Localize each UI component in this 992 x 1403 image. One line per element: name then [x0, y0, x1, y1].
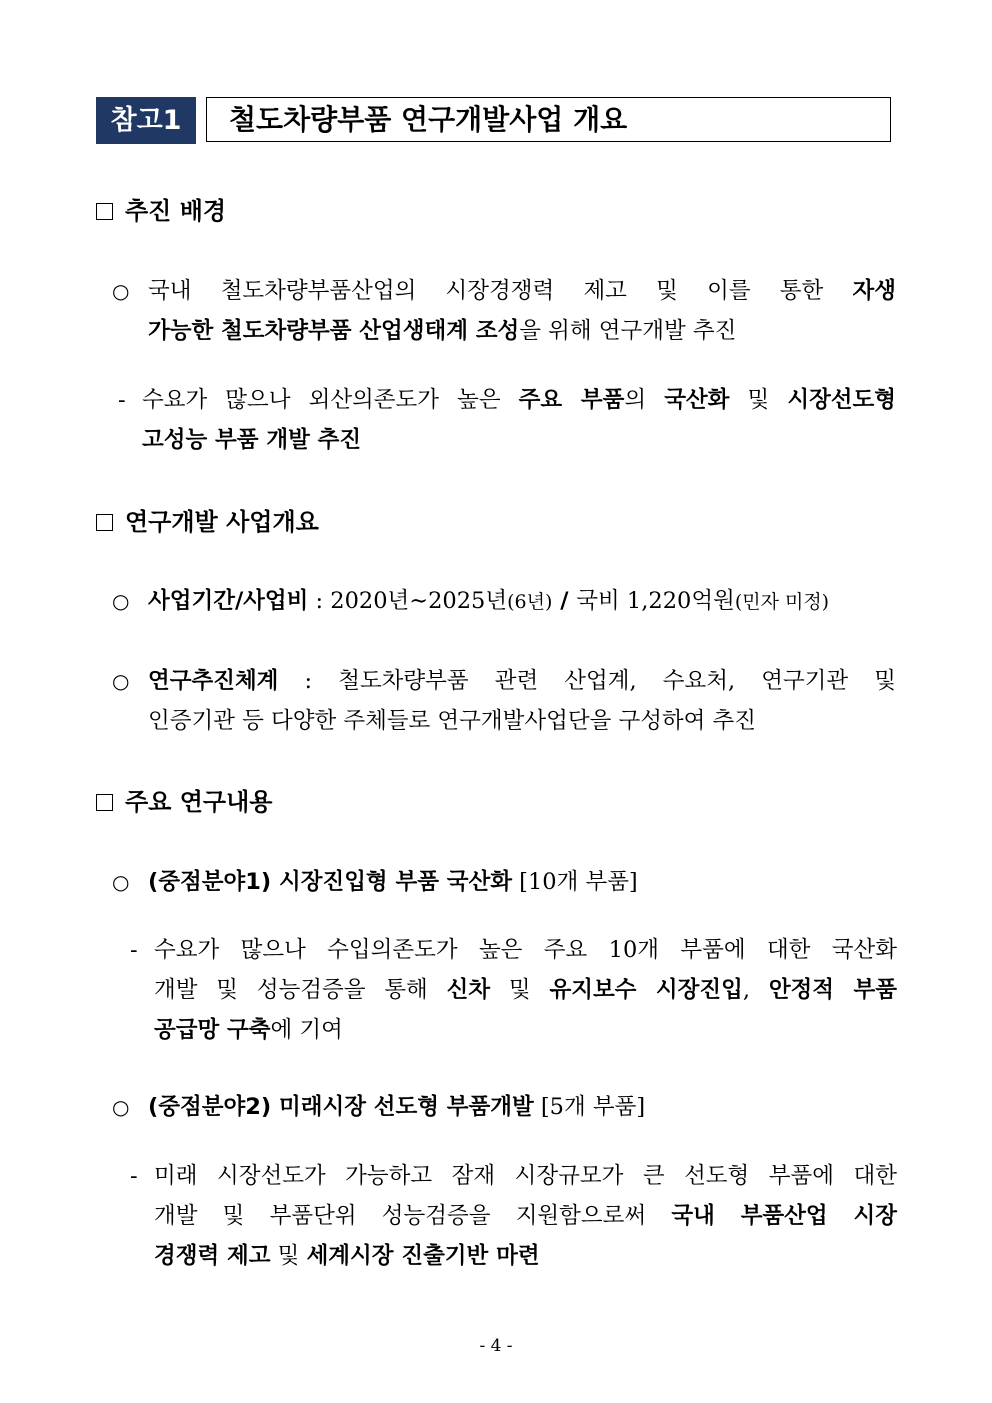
section-heading-background: 추진 배경: [96, 195, 226, 227]
bullet-line: (중점분야1) 시장진입형 부품 국산화 [10개 부품]: [148, 869, 638, 895]
bullet-line: 인증기관 등 다양한 주체들로 연구개발사업단을 구성하여 추진: [148, 708, 757, 734]
checkbox-square-icon: [96, 794, 113, 811]
page-title: 철도차량부품 연구개발사업 개요: [206, 97, 891, 142]
dash-line: 미래 시장선도가 가능하고 잠재 시장규모가 큰 선도형 부품에 대한: [154, 1163, 897, 1189]
dash-line: 경쟁력 제고 및 세계시장 진출기반 마련: [154, 1243, 540, 1269]
circle-bullet-icon: ○: [112, 589, 130, 613]
dash-line: 공급망 구축에 기여: [154, 1017, 343, 1043]
dash-marker: -: [118, 387, 126, 413]
bullet-item-period-budget: [112, 581, 896, 622]
bullet-line: 가능한 철도차량부품 산업생태계 조성을 위해 연구개발 추진: [148, 318, 737, 344]
dash-marker: -: [130, 937, 138, 963]
circle-bullet-icon: ○: [112, 669, 130, 693]
bullet-line: 국내 철도차량부품산업의 시장경쟁력 제고 및 이를 통한 자생: [148, 278, 896, 304]
dash-item-focus-2: [130, 1156, 897, 1276]
bullet-line: 사업기간/사업비 : 2020년∼2025년(6년) / 국비 1,220억원(민자 미정): [148, 588, 830, 614]
page-number: - 4 -: [479, 1336, 513, 1356]
checkbox-square-icon: [96, 514, 113, 531]
circle-bullet-icon: ○: [112, 279, 130, 303]
dash-item-parts: [118, 380, 896, 460]
bullet-item-focus-1: [112, 862, 896, 902]
checkbox-square-icon: [96, 203, 113, 220]
bullet-item-focus-2: [112, 1087, 896, 1127]
dash-marker: -: [130, 1163, 138, 1189]
page-header: [96, 97, 891, 144]
dash-line: 고성능 부품 개발 추진: [142, 427, 362, 453]
dash-line: 개발 및 부품단위 성능검증을 지원함으로써 국내 부품산업 시장: [154, 1203, 898, 1229]
bullet-item-system: [112, 661, 896, 741]
section-heading-overview: 연구개발 사업개요: [96, 506, 319, 538]
dash-line: 수요가 많으나 수입의존도가 높은 주요 10개 부품에 대한 국산화: [154, 937, 897, 963]
reference-tag: 참고1: [96, 97, 196, 144]
circle-bullet-icon: ○: [112, 1095, 130, 1119]
dash-item-focus-1: [130, 930, 897, 1050]
section-heading-research: 주요 연구내용: [96, 786, 272, 818]
bullet-line: 연구추진체계 : 철도차량부품 관련 산업계, 수요처, 연구기관 및: [148, 668, 896, 694]
dash-line: 개발 및 성능검증을 통해 신차 및 유지보수 시장진입, 안정적 부품: [154, 977, 897, 1003]
bullet-line: (중점분야2) 미래시장 선도형 부품개발 [5개 부품]: [148, 1094, 646, 1120]
dash-line: 수요가 많으나 외산의존도가 높은 주요 부품의 국산화 및 시장선도형: [142, 387, 897, 413]
circle-bullet-icon: ○: [112, 870, 130, 894]
bullet-item-background: [112, 271, 896, 351]
